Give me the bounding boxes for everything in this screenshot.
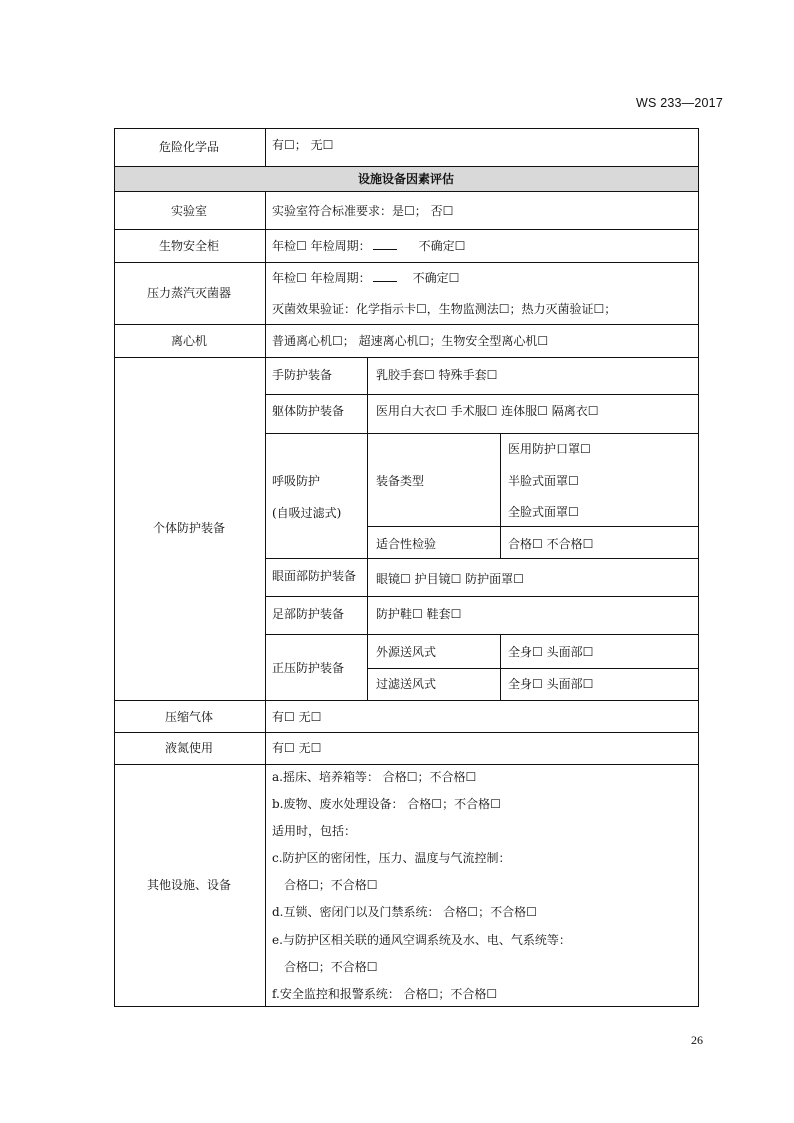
section-title: 设施设备因素评估 (357, 172, 455, 186)
foot-ppe-value: 防护鞋☐ 鞋套☐ (376, 607, 462, 621)
gas-label: 压缩气体 (164, 710, 214, 724)
other-line-d: d.互锁、密闭门以及门禁系统： 合格☐；不合格☐ (272, 905, 537, 919)
hazchem-label: 危险化学品 (158, 140, 220, 154)
resp-type-1: 医用防护口罩☐ (508, 442, 591, 456)
hand-ppe-label: 手防护装备 (272, 368, 333, 382)
other-line-applicable: 适用时，包括： (272, 824, 357, 838)
other-line-f: f.安全监控和报警系统： 合格☐；不合格☐ (272, 987, 498, 1001)
hand-ppe-value: 乳胶手套☐ 特殊手套☐ (376, 368, 498, 382)
other-line-c: c.防护区的密闭性，压力、温度与气流控制： (272, 851, 511, 865)
autoclave-label: 压力蒸汽灭菌器 (146, 286, 232, 300)
gas-value: 有☐ 无☐ (272, 710, 322, 724)
eye-ppe-value: 眼镜☐ 护目镜☐ 防护面罩☐ (376, 572, 524, 586)
pp-filt-value: 全身☐ 头面部☐ (508, 677, 594, 691)
resp-ppe-label: 呼吸防护 (272, 474, 321, 488)
blank-underline (373, 270, 397, 282)
pp-ppe-label: 正压防护装备 (272, 661, 345, 675)
ppe-label: 个体防护装备 (152, 521, 226, 535)
page-number: 26 (691, 1033, 703, 1047)
fit-test-value: 合格☐ 不合格☐ (508, 537, 594, 551)
lab-value: 实验室符合标准要求：是☐； 否☐ (272, 204, 454, 218)
other-line-b: b.废物、废水处理设备： 合格☐；不合格☐ (272, 797, 501, 811)
body-ppe-value: 医用白大衣☐ 手术服☐ 连体服☐ 隔离衣☐ (376, 404, 599, 418)
fit-test-label: 适合性检验 (376, 537, 437, 551)
bsc-value: 年检☐ 年检周期： 不确定☐ (272, 239, 466, 253)
lab-label: 实验室 (170, 204, 208, 218)
ln2-label: 液氮使用 (164, 741, 214, 755)
table-grid (114, 128, 699, 1007)
pp-ext-label: 外源送风式 (376, 645, 437, 659)
bsc-label: 生物安全柜 (158, 239, 220, 253)
resp-type-2: 半脸式面罩☐ (508, 474, 579, 488)
standard-code: WS 233—2017 (636, 96, 723, 110)
resp-ppe-label2: (自吸过滤式) (272, 506, 342, 520)
hazchem-value: 有☐； 无☐ (272, 138, 334, 152)
other-line-e: e.与防护区相关联的通风空调系统及水、电、气系统等： (272, 933, 571, 947)
centrifuge-value: 普通离心机☐； 超速离心机☐；生物安全型离心机☐ (272, 334, 549, 348)
pp-filt-label: 过滤送风式 (376, 677, 437, 691)
eye-ppe-label: 眼面部防护装备 (272, 569, 357, 583)
autoclave-line1: 年检☐ 年检周期： 不确定☐ (272, 271, 460, 285)
resp-type-3: 全脸式面罩☐ (508, 505, 579, 519)
other-line-a: a.摇床、培养箱等： 合格☐；不合格☐ (272, 770, 477, 784)
ln2-value: 有☐ 无☐ (272, 741, 322, 755)
blank-underline (373, 238, 397, 250)
autoclave-line2: 灭菌效果验证：化学指示卡☐，生物监测法☐；热力灭菌验证☐； (272, 302, 617, 316)
foot-ppe-label: 足部防护装备 (272, 607, 345, 621)
pp-ext-value: 全身☐ 头面部☐ (508, 645, 594, 659)
other-label: 其他设施、设备 (146, 878, 232, 892)
centrifuge-label: 离心机 (170, 334, 208, 348)
body-ppe-label: 躯体防护装备 (272, 404, 345, 418)
other-line-e-result: 合格☐；不合格☐ (284, 960, 378, 974)
evaluation-table (114, 128, 699, 1007)
resp-type-label: 装备类型 (376, 474, 425, 488)
other-line-c-result: 合格☐；不合格☐ (284, 878, 378, 892)
